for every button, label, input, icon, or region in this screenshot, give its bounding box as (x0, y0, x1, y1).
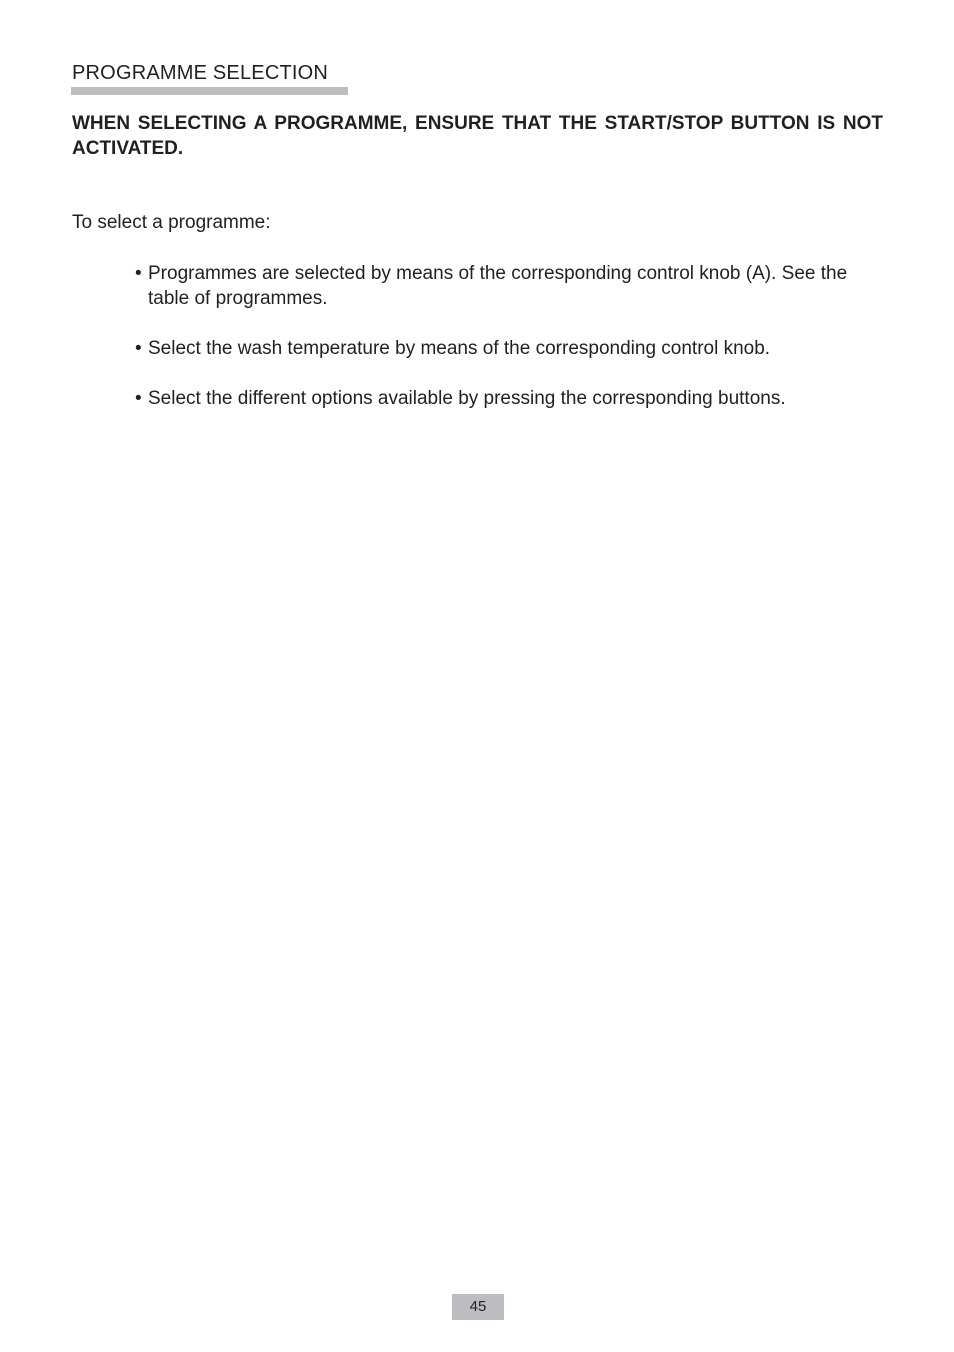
section-title-rule (71, 87, 348, 95)
list-item-text: Programmes are selected by means of the corresponding control knob (A). See the table of programmes. (148, 263, 848, 309)
bullet-mark: • (135, 263, 142, 284)
intro-text: To select a programme: (72, 212, 271, 233)
list-item-text: Select the different options available by pressing the corresponding buttons. (148, 388, 786, 409)
section-title: PROGRAMME SELECTION (72, 62, 329, 84)
list-item (135, 336, 885, 361)
list-item-text: Select the wash temperature by means of the corresponding control knob. (148, 338, 771, 359)
list-item (135, 386, 885, 411)
instruction-list (135, 261, 885, 436)
list-item (135, 261, 885, 311)
page-number: 45 (452, 1294, 504, 1320)
bullet-mark: • (135, 338, 142, 359)
warning-text: WHEN SELECTING A PROGRAMME, ENSURE THAT THE START/STOP BUTTON IS NOT ACTIVATED. (72, 113, 883, 159)
bullet-mark: • (135, 388, 142, 409)
